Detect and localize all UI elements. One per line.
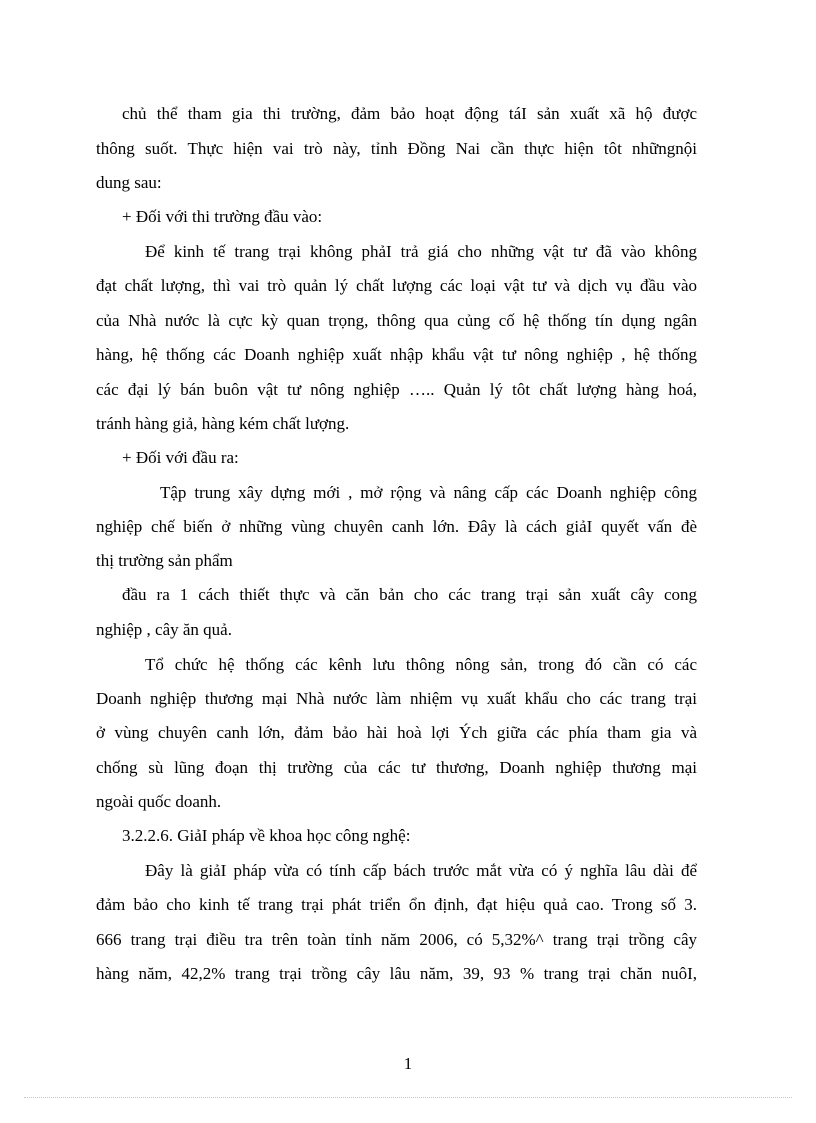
paragraph-line: nghiệp , cây ăn quả.: [96, 620, 232, 639]
section-heading: + Đối với đầu ra:: [122, 448, 239, 467]
paragraph-line: ngoài quốc doanh.: [96, 792, 222, 811]
paragraph-line: 666 trang trại điều tra trên toàn tỉnh năm 2006, có 5,32%^ trang trại trồng cây: [96, 930, 697, 949]
paragraph-line: đảm bảo cho kinh tế trang trại phát triển ổn định, đạt hiệu quả cao. Trong số 3.: [96, 895, 697, 914]
paragraph-line: hàng, hệ thống các Doanh nghiệp xuất nhập khẩu vật tư nông nghiệp , hệ thống: [96, 345, 697, 364]
paragraph-line: thông suốt. Thực hiện vai trò này, tỉnh Đồng Nai cần thực hiện tôt nhữngnội: [96, 139, 697, 158]
paragraph-line: thị trường sản phẩm: [96, 551, 233, 570]
paragraph-line: chủ thể tham gia thi trường, đảm bảo hoạt động táI sản xuất xã hộ được: [122, 104, 697, 123]
section-heading: + Đối với thi trường đầu vào:: [122, 207, 323, 226]
paragraph-line: của Nhà nước là cực kỳ quan trọng, thông qua củng cố hệ thống tín dụng ngân: [96, 311, 697, 330]
paragraph-line: chống sù lũng đoạn thị trường của các tư thương, Doanh nghiệp thương mại: [96, 758, 697, 777]
paragraph-line: đạt chất lượng, thì vai trò quản lý chất lượng các loại vật tư và dịch vụ đầu vào: [96, 276, 697, 295]
paragraph-line: Để kinh tế trang trại không phảI trả giá cho những vật tư đã vào không: [145, 242, 697, 261]
section-heading: 3.2.2.6. GiảI pháp về khoa học công nghệ:: [122, 826, 411, 845]
paragraph-line: nghiệp chế biến ở những vùng chuyên canh lớn. Đây là cách giảI quyết vấn đè: [96, 517, 697, 536]
paragraph-line: Tập trung xây dựng mới , mở rộng và nâng cấp các Doanh nghiệp công: [160, 483, 697, 502]
paragraph-line: Tổ chức hệ thống các kênh lưu thông nông sản, trong đó cần có các: [145, 655, 697, 674]
paragraph-line: ở vùng chuyên canh lớn, đảm bảo hài hoà lợi Ých giữa các phía tham gia và: [96, 723, 697, 742]
paragraph-line: đầu ra 1 cách thiết thực và căn bản cho các trang trại sản xuất cây cong: [122, 585, 697, 604]
paragraph-line: các đại lý bán buôn vật tư nông nghiệp ….. Quản lý tôt chất lượng hàng hoá,: [96, 380, 697, 399]
paragraph-line: Đây là giảI pháp vừa có tính cấp bách trước mắt vừa có ý nghĩa lâu dài để: [145, 861, 697, 880]
paragraph-line: Doanh nghiệp thương mại Nhà nước làm nhiệm vụ xuất khẩu cho các trang trại: [96, 689, 697, 708]
paragraph-line: tránh hàng giả, hàng kém chất lượng.: [96, 414, 350, 433]
page-number: 1: [403, 1054, 413, 1073]
page-bottom-divider: [24, 1097, 792, 1098]
paragraph-line: hàng năm, 42,2% trang trại trồng cây lâu năm, 39, 93 % trang trại chăn nuôI,: [96, 964, 697, 983]
paragraph-line: dung sau:: [96, 173, 162, 192]
